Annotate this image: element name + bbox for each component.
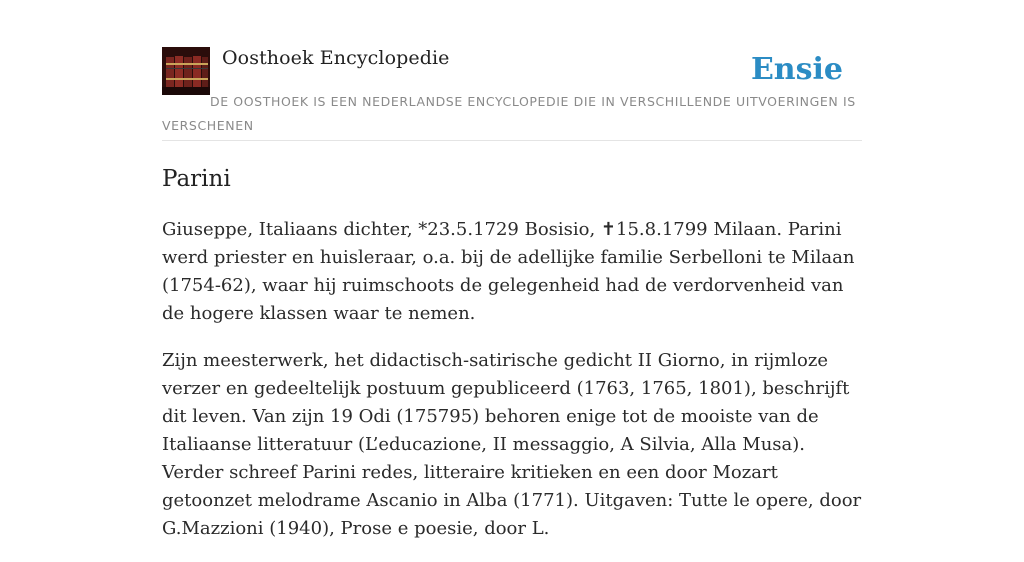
site-title[interactable]: Oosthoek Encyclopedie <box>222 47 450 69</box>
entry-body <box>162 216 862 562</box>
brand-logo[interactable]: Ensie <box>750 52 843 87</box>
entry-paragraph: Zijn meesterwerk, het didactisch-satirische gedicht II Giorno, in rijmloze verzer en gedeeltelijk postuum gepubliceerd (1763, 1765, 1801), beschrijft dit leven. Van zijn 19 Odi (175795) behoren enige tot de mooiste van de Italiaanse litteratuur (L’educazione, II messaggio, A Silvia, Alla Musa). Verder schreef Parini redes, litteraire kritieken en een door Mozart getoonzet melodrame Ascanio in Alba (1771). Uitgaven: Tutte le opere, door G.Mazzioni (1940), Prose e poesie, door L. <box>162 350 862 539</box>
entry-paragraph: Giuseppe, Italiaans dichter, *23.5.1729 Bosisio, ✝15.8.1799 Milaan. Parini werd priester en huisleraar, o.a. bij de adellijke familie Serbelloni te Milaan (1754-62), waar hij ruimschoots de gelegenheid had de verdorvenheid van de hogere klassen waar te nemen. <box>162 219 855 324</box>
entry-title: Parini <box>162 166 231 192</box>
site-tagline: DE OOSTHOEK IS EEN NEDERLANDSE ENCYCLOPEDIE DIE IN VERSCHILLENDE UITVOERINGEN IS VERSCHENEN <box>162 94 856 133</box>
site-header <box>162 46 862 141</box>
encyclopedia-books-icon[interactable] <box>162 47 210 95</box>
